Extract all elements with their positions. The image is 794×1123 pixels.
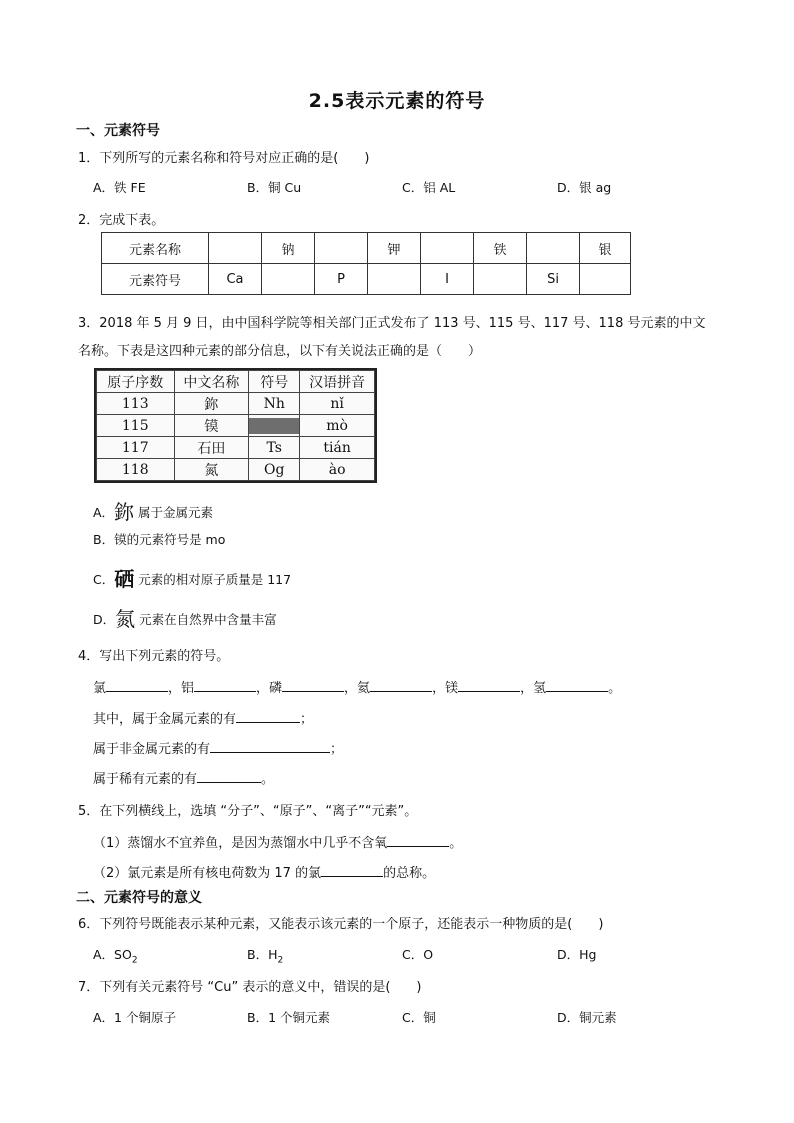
q7-option-a[interactable]: A．1 个铜原子 [93, 1010, 176, 1025]
punctuation: 。 [449, 836, 463, 851]
option-text: 元素在自然界中含量丰富 [139, 612, 277, 627]
line-prefix: （1）蒸馏水不宜养鱼，是因为蒸馏水中几乎不含氧 [93, 836, 388, 851]
element-char: 硒 [114, 567, 135, 591]
line-prefix: 属于稀有元素的有 [93, 772, 198, 787]
q6-option-d[interactable]: D．Hg [557, 947, 597, 962]
table-cell: Ca [209, 264, 262, 295]
option-text: 元素的相对原子质量是 117 [138, 572, 292, 587]
table-row [102, 233, 631, 264]
table-cell[interactable] [527, 233, 580, 264]
q6-option-b[interactable] [247, 945, 283, 966]
answer-blank[interactable] [546, 679, 608, 692]
q4-rare-line [93, 768, 274, 787]
table-cell[interactable] [474, 264, 527, 295]
table-header-row [97, 371, 375, 393]
table-row [102, 264, 631, 295]
element-label: ，氢 [520, 681, 547, 696]
q3-option-c[interactable] [93, 563, 291, 592]
question-1-stem: 1．下列所写的元素名称和符号对应正确的是( ) [78, 151, 370, 166]
table-cell: Og [249, 459, 300, 481]
q5-sub-1 [93, 832, 462, 851]
q3-option-b[interactable]: B．镆的元素符号是 mo [93, 532, 226, 547]
q6-option-c[interactable]: C．O [402, 947, 434, 962]
table-cell: nǐ [300, 393, 375, 415]
q1-option-d[interactable]: D．银 ag [557, 180, 612, 195]
option-prefix: D． [93, 612, 116, 627]
table-row [97, 415, 375, 437]
section-heading-1: 一、元素符号 [76, 123, 160, 139]
section-heading-2: 二、元素符号的意义 [76, 890, 202, 906]
table-cell: Ts [249, 437, 300, 459]
question-3-stem-line1: 3．2018 年 5 月 9 日，由中国科学院等相关部门正式发布了 113 号、115 号、117 号、118 号元素的中文 [78, 316, 706, 331]
table-cell: 117 [97, 437, 175, 459]
subscript: 2 [277, 955, 284, 966]
table-cell: 铁 [474, 233, 527, 264]
table-cell: 118 [97, 459, 175, 481]
answer-blank[interactable] [282, 679, 344, 692]
q5-sub-2 [93, 862, 435, 881]
q7-option-d[interactable]: D．铜元素 [557, 1010, 617, 1025]
answer-blank[interactable] [236, 710, 300, 723]
q1-option-a[interactable]: A．铁 FE [93, 180, 146, 195]
question-5-stem: 5．在下列横线上，选填 “分子”、“原子”、“离子”“元素”。 [78, 804, 418, 819]
q4-nonmetal-line [93, 738, 343, 757]
table-cell: 113 [97, 393, 175, 415]
element-label: ，磷 [256, 681, 283, 696]
q3-option-a[interactable] [93, 496, 213, 525]
answer-blank[interactable] [194, 679, 256, 692]
answer-blank[interactable] [458, 679, 520, 692]
answer-blank[interactable] [197, 770, 261, 783]
line-prefix: 属于非金属元素的有 [93, 742, 211, 757]
table-cell: 钠 [262, 233, 315, 264]
line-prefix: （2）氯元素是所有核电荷数为 17 的氯 [93, 866, 322, 881]
table-cell: tián [300, 437, 375, 459]
element-fill-table [101, 232, 631, 295]
q1-option-b[interactable]: B．铜 Cu [247, 180, 302, 195]
table-cell: 镆 [174, 415, 249, 437]
answer-blank[interactable] [387, 834, 449, 847]
table-cell: 鉨 [174, 393, 249, 415]
subscript: 2 [131, 955, 138, 966]
page-title: 2.5表示元素的符号 [308, 90, 486, 112]
table-cell-hidden-symbol [249, 415, 300, 437]
question-6-stem: 6．下列符号既能表示某种元素，又能表示该元素的一个原子，还能表示一种物质的是( ) [78, 917, 604, 932]
element-char: 鉨 [114, 500, 135, 524]
table-cell: 氮 [174, 459, 249, 481]
punctuation: 。 [608, 681, 622, 696]
table-row [97, 393, 375, 415]
table-cell[interactable] [262, 264, 315, 295]
q6-option-a[interactable] [93, 945, 138, 966]
table-row [97, 459, 375, 481]
table-header-cell: 符号 [249, 371, 300, 393]
table-cell[interactable] [315, 233, 368, 264]
line-suffix: 的总称。 [383, 866, 436, 881]
line-prefix: 其中，属于金属元素的有 [93, 712, 237, 727]
answer-blank[interactable] [106, 679, 168, 692]
question-2-stem: 2．完成下表。 [78, 213, 165, 228]
punctuation: ； [330, 742, 344, 757]
option-prefix: A． [93, 505, 115, 520]
question-7-stem: 7．下列有关元素符号 “Cu” 表示的意义中，错误的是( ) [78, 980, 422, 995]
q1-option-c[interactable]: C．铝 AL [402, 180, 456, 195]
element-label: ，氦 [344, 681, 371, 696]
answer-blank[interactable] [321, 864, 383, 877]
table-cell[interactable] [421, 233, 474, 264]
table-cell[interactable] [580, 264, 631, 295]
table-cell[interactable] [209, 233, 262, 264]
table-cell: Si [527, 264, 580, 295]
table-header-cell: 中文名称 [174, 371, 249, 393]
table-cell: 银 [580, 233, 631, 264]
table-cell: 钾 [368, 233, 421, 264]
table-cell[interactable] [368, 264, 421, 295]
table-cell: Nh [249, 393, 300, 415]
element-label: ，镁 [432, 681, 459, 696]
element-info-table [94, 368, 377, 483]
table-header-cell: 原子序数 [97, 371, 175, 393]
option-prefix: C． [93, 572, 115, 587]
option-text: 属于金属元素 [138, 505, 214, 520]
table-cell: I [421, 264, 474, 295]
punctuation: 。 [261, 772, 275, 787]
question-4-stem: 4．写出下列元素的符号。 [78, 649, 230, 664]
table-cell: 石田 [174, 437, 249, 459]
element-char: 氮 [115, 607, 136, 631]
punctuation: ； [300, 712, 314, 727]
option-text: A．SO [93, 947, 132, 962]
hidden-symbol-box [249, 418, 299, 434]
q4-fill-line [93, 677, 621, 696]
table-header-cell: 汉语拼音 [300, 371, 375, 393]
element-label: ，铝 [168, 681, 195, 696]
table-cell: 元素名称 [102, 233, 209, 264]
table-cell: mò [300, 415, 375, 437]
element-label: 氯 [93, 681, 107, 696]
table-cell: P [315, 264, 368, 295]
answer-blank[interactable] [370, 679, 432, 692]
q3-option-d[interactable] [93, 603, 277, 632]
q7-option-c[interactable]: C．铜 [402, 1010, 436, 1025]
q7-option-b[interactable]: B．1 个铜元素 [247, 1010, 331, 1025]
option-text: B．H [247, 947, 278, 962]
table-row [97, 437, 375, 459]
question-3-stem-line2: 名称。下表是这四种元素的部分信息，以下有关说法正确的是（ ） [78, 344, 482, 359]
table-cell: 115 [97, 415, 175, 437]
answer-blank[interactable] [210, 740, 330, 753]
table-cell: 元素符号 [102, 264, 209, 295]
q4-metal-line [93, 708, 313, 727]
table-cell: ào [300, 459, 375, 481]
